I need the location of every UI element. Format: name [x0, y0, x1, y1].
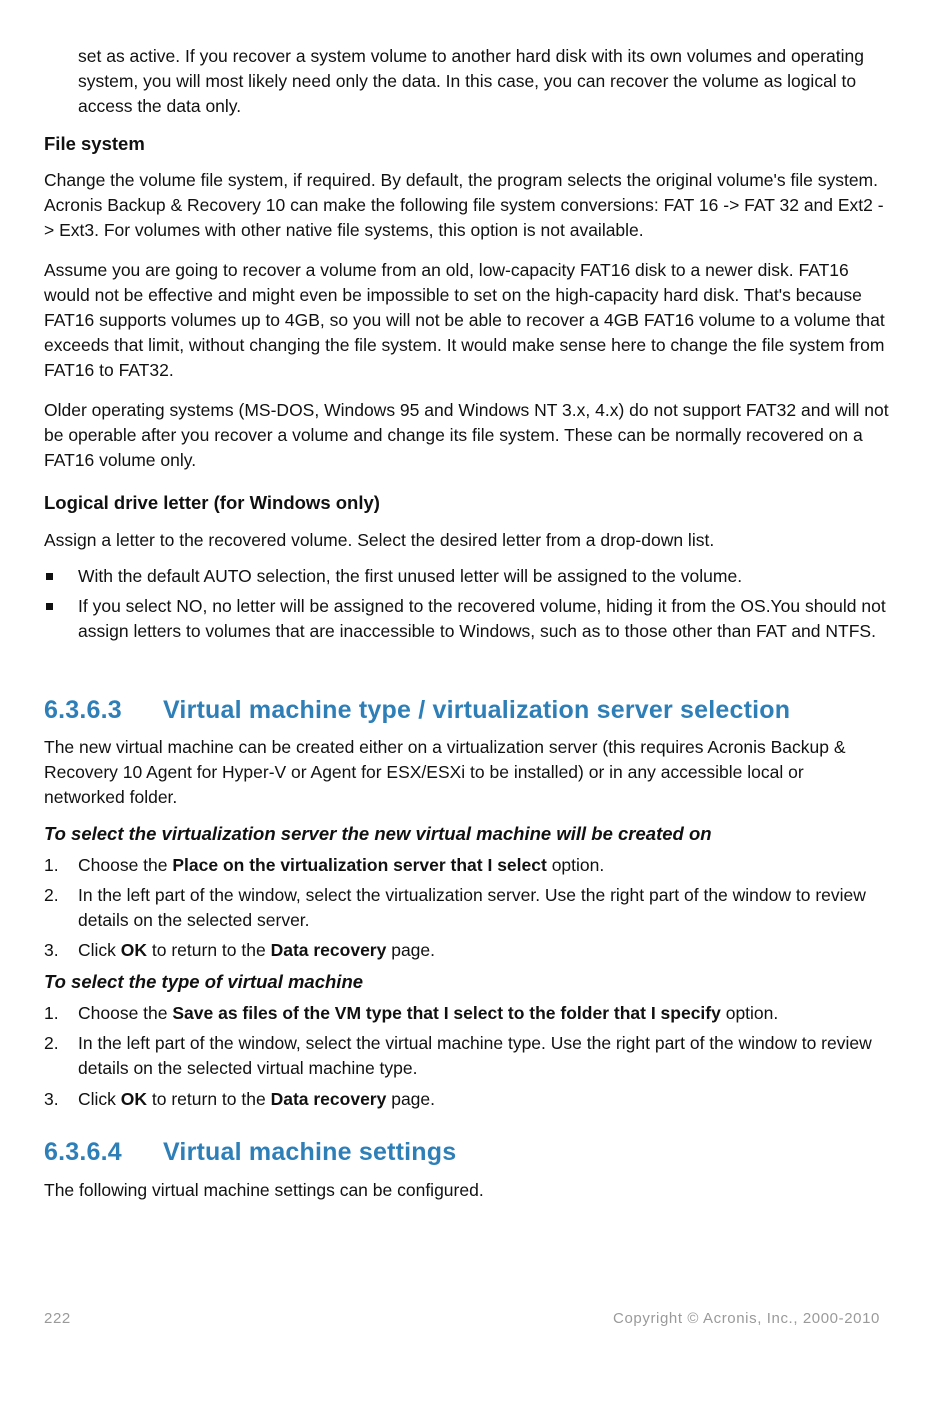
bullet-text: With the default AUTO selection, the first unused letter will be assigned to the volume.	[78, 566, 743, 586]
section-number: 6.3.6.3	[44, 696, 122, 724]
step-text: Click OK to return to the Data recovery page.	[78, 1089, 436, 1109]
section-6-3-6-4-heading	[44, 1136, 889, 1168]
procedure-heading-vm-type: To select the type of virtual machine	[44, 971, 364, 992]
bullet-marker	[46, 573, 53, 580]
list-item	[44, 1031, 889, 1081]
vm-type-paragraph: The new virtual machine can be created either on a virtualization server (this requires Acronis Backup & Recovery 10 Agent for Hyper-V or Agent for ESX/ESXi to be installed) or in any accessible local or networked folder.	[44, 737, 846, 807]
bullet-text: If you select NO, no letter will be assigned to the recovered volume, hiding it from the OS.You should not assign letters to volumes that are inaccessible to Windows, such as to those other than FAT and NTFS.	[78, 596, 886, 641]
page-number: 222	[44, 1310, 71, 1327]
list-item	[44, 1087, 889, 1112]
list-item	[44, 564, 889, 589]
step-text: Choose the Place on the virtualization server that I select option.	[78, 855, 605, 875]
file-system-paragraph-2: Assume you are going to recover a volume from an old, low-capacity FAT16 disk to a newer disk. FAT16 would not be effective and might even be impossible to set on the high-capacity hard disk. That's because FAT16 supports volumes up to 4GB, so you will not be able to recover a 4GB FAT16 volume to a volume that exceeds that limit, without changing the file system. It would make sense here to change the file system from FAT16 to FAT32.	[44, 260, 885, 380]
procedure-heading-virtualization-server: To select the virtualization server the new virtual machine will be created on	[44, 823, 712, 844]
intro-continuation-paragraph: set as active. If you recover a system volume to another hard disk with its own volumes and operating system, you will most likely need only the data. In this case, you can recover the volume as logical to access the data only.	[78, 46, 864, 116]
list-item	[44, 853, 889, 878]
list-item	[44, 1001, 889, 1026]
step-number: 2.	[44, 885, 59, 905]
step-text: In the left part of the window, select the virtualization server. Use the right part of the window to review details on the selected server.	[78, 885, 866, 930]
copyright-notice: Copyright © Acronis, Inc., 2000-2010	[613, 1310, 880, 1327]
list-item	[44, 883, 889, 933]
section-6-3-6-3-heading	[44, 694, 889, 726]
step-text: In the left part of the window, select the virtual machine type. Use the right part of the window to review details on the selected virtual machine type.	[78, 1033, 872, 1078]
section-title: Virtual machine settings	[163, 1138, 457, 1166]
step-number: 1.	[44, 1003, 59, 1023]
step-text: Click OK to return to the Data recovery page.	[78, 940, 436, 960]
step-text: Choose the Save as files of the VM type that I select to the folder that I specify option.	[78, 1003, 779, 1023]
bullet-marker	[46, 603, 53, 610]
step-number: 1.	[44, 855, 59, 875]
file-system-heading: File system	[44, 133, 145, 154]
file-system-paragraph-3: Older operating systems (MS-DOS, Windows 95 and Windows NT 3.x, 4.x) do not support FAT32 and will not be operable after you recover a volume and change its file system. These can be normally recovered on a FAT16 volume only.	[44, 400, 889, 470]
section-title: Virtual machine type / virtualization server selection	[163, 696, 791, 724]
step-number: 3.	[44, 940, 59, 960]
section-number: 6.3.6.4	[44, 1138, 122, 1166]
list-item	[44, 594, 889, 644]
file-system-paragraph-1: Change the volume file system, if required. By default, the program selects the original volume's file system. Acronis Backup & Recovery 10 can make the following file system conversions: FAT 16 -> FAT 32 and Ext2 -> Ext3. For volumes with other native file systems, this option is not available.	[44, 170, 884, 240]
drive-letter-paragraph: Assign a letter to the recovered volume. Select the desired letter from a drop-down list.	[44, 530, 715, 550]
step-number: 2.	[44, 1033, 59, 1053]
drive-letter-heading: Logical drive letter (for Windows only)	[44, 492, 380, 513]
vm-settings-paragraph: The following virtual machine settings can be configured.	[44, 1180, 484, 1200]
step-number: 3.	[44, 1089, 59, 1109]
list-item	[44, 938, 889, 963]
